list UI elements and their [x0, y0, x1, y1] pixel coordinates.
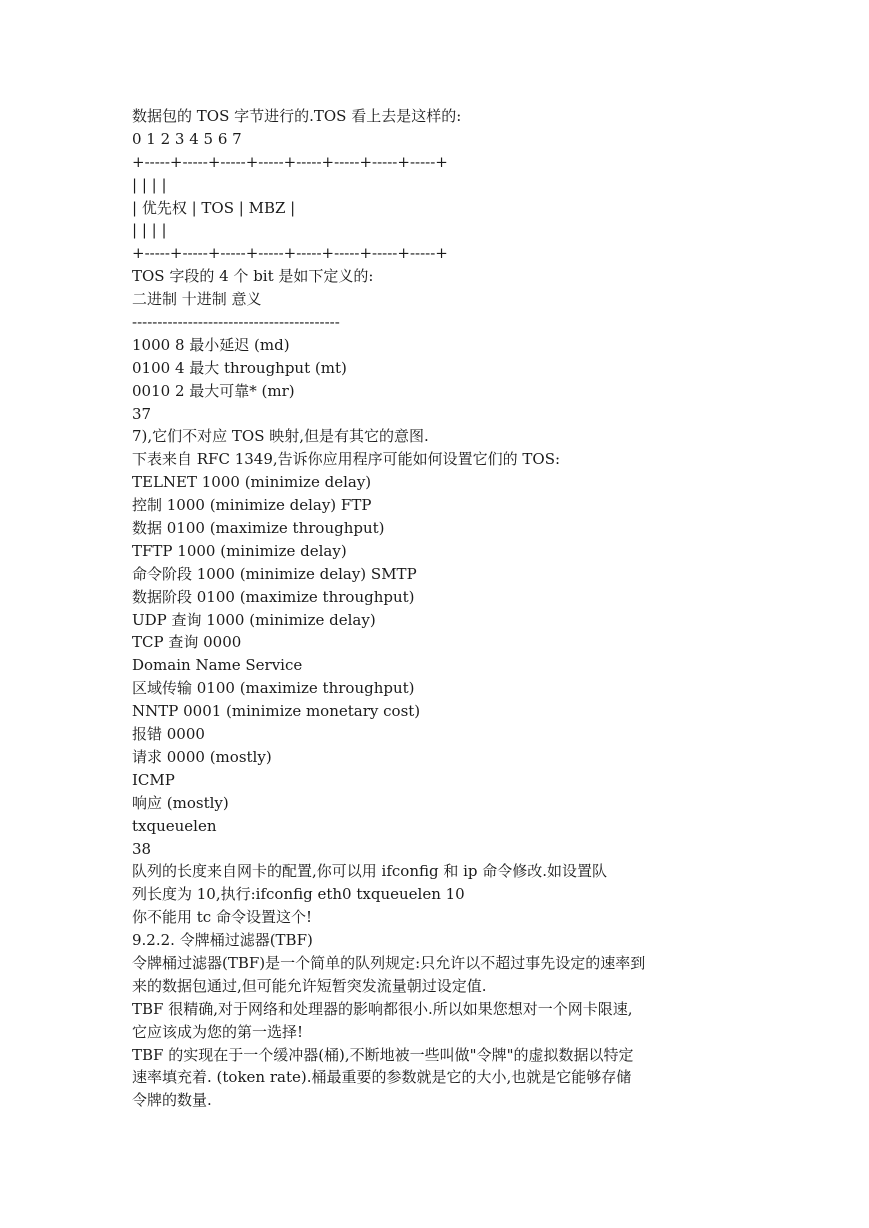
rfc-table-row: TELNET 1000 (minimize delay) — [132, 473, 372, 492]
page-number: 37 — [132, 404, 152, 423]
text-line: 速率填充着. (token rate).桶最重要的参数就是它的大小,也就是它能够存储 — [132, 1068, 632, 1087]
document-body — [132, 105, 752, 1112]
rfc-table-row: 数据 0100 (maximize throughput) — [132, 519, 385, 538]
section-label: txqueuelen — [132, 816, 217, 835]
rfc-table-row: TCP 查询 0000 — [132, 633, 242, 652]
text-line: 它应该成为您的第一选择! — [132, 1022, 304, 1041]
rfc-table-row: NNTP 0001 (minimize monetary cost) — [132, 702, 421, 721]
tos-diagram-labels: | 优先权 | TOS | MBZ | — [132, 198, 296, 217]
rfc-table-row: 命令阶段 1000 (minimize delay) SMTP — [132, 564, 417, 583]
text-line: 令牌桶过滤器(TBF)是一个简单的队列规定:只允许以不超过事先设定的速率到 — [132, 953, 646, 972]
text-line: 数据包的 TOS 字节进行的.TOS 看上去是这样的: — [132, 107, 462, 125]
rfc-table-row: 请求 0000 (mostly) — [132, 747, 272, 766]
text-line: 你不能用 tc 命令设置这个! — [132, 908, 312, 927]
text-line: 令牌的数量. — [132, 1091, 212, 1110]
text-line: 7),它们不对应 TOS 映射,但是有其它的意图. — [132, 427, 429, 446]
rfc-table-row: 响应 (mostly) — [132, 793, 229, 812]
rfc-table-row: 数据阶段 0100 (maximize throughput) — [132, 587, 415, 606]
rfc-table-row: 控制 1000 (minimize delay) FTP — [132, 496, 372, 515]
rfc-table-row: 报错 0000 — [132, 725, 205, 744]
page-number: 38 — [132, 839, 152, 858]
text-line: TBF 的实现在于一个缓冲器(桶),不断地被一些叫做"令牌"的虚拟数据以特定 — [132, 1045, 634, 1064]
text-line: 队列的长度来自网卡的配置,你可以用 ifconfig 和 ip 命令修改.如设置队 — [132, 862, 608, 881]
rfc-table-row: UDP 查询 1000 (minimize delay) — [132, 610, 376, 629]
rfc-table-row: TFTP 1000 (minimize delay) — [132, 541, 347, 560]
text-line: TBF 很精确,对于网络和处理器的影响都很小.所以如果您想对一个网卡限速, — [132, 999, 633, 1018]
tos-diagram-border: +-----+-----+-----+-----+-----+-----+-----+-----+ — [132, 244, 448, 263]
section-heading: 9.2.2. 令牌桶过滤器(TBF) — [132, 931, 313, 950]
rfc-table-row: 区域传输 0100 (maximize throughput) — [132, 679, 415, 698]
text-line: 来的数据包通过,但可能允许短暂突发流量朝过设定值. — [132, 976, 487, 995]
rfc-table-row: Domain Name Service — [132, 656, 303, 675]
tos-diagram-row: | | | | — [132, 221, 167, 240]
table-row: 0100 4 最大 throughput (mt) — [132, 358, 347, 377]
rfc-table-row: ICMP — [132, 770, 175, 789]
table-row: 1000 8 最小延迟 (md) — [132, 335, 290, 354]
text-line: 列长度为 10,执行:ifconfig eth0 txqueuelen 10 — [132, 885, 465, 904]
tos-diagram-row: | | | | — [132, 175, 167, 194]
text-line: 下表来自 RFC 1349,告诉你应用程序可能如何设置它们的 TOS: — [132, 450, 561, 469]
table-header: 二进制 十进制 意义 — [132, 290, 262, 309]
table-divider: ----------------------------------------- — [132, 313, 340, 332]
tos-diagram-border: +-----+-----+-----+-----+-----+-----+-----+-----+ — [132, 152, 448, 171]
table-row: 0010 2 最大可靠* (mr) — [132, 381, 295, 400]
tos-bit-numbers: 0 1 2 3 4 5 6 7 — [132, 129, 242, 148]
text-line: TOS 字段的 4 个 bit 是如下定义的: — [132, 267, 374, 286]
